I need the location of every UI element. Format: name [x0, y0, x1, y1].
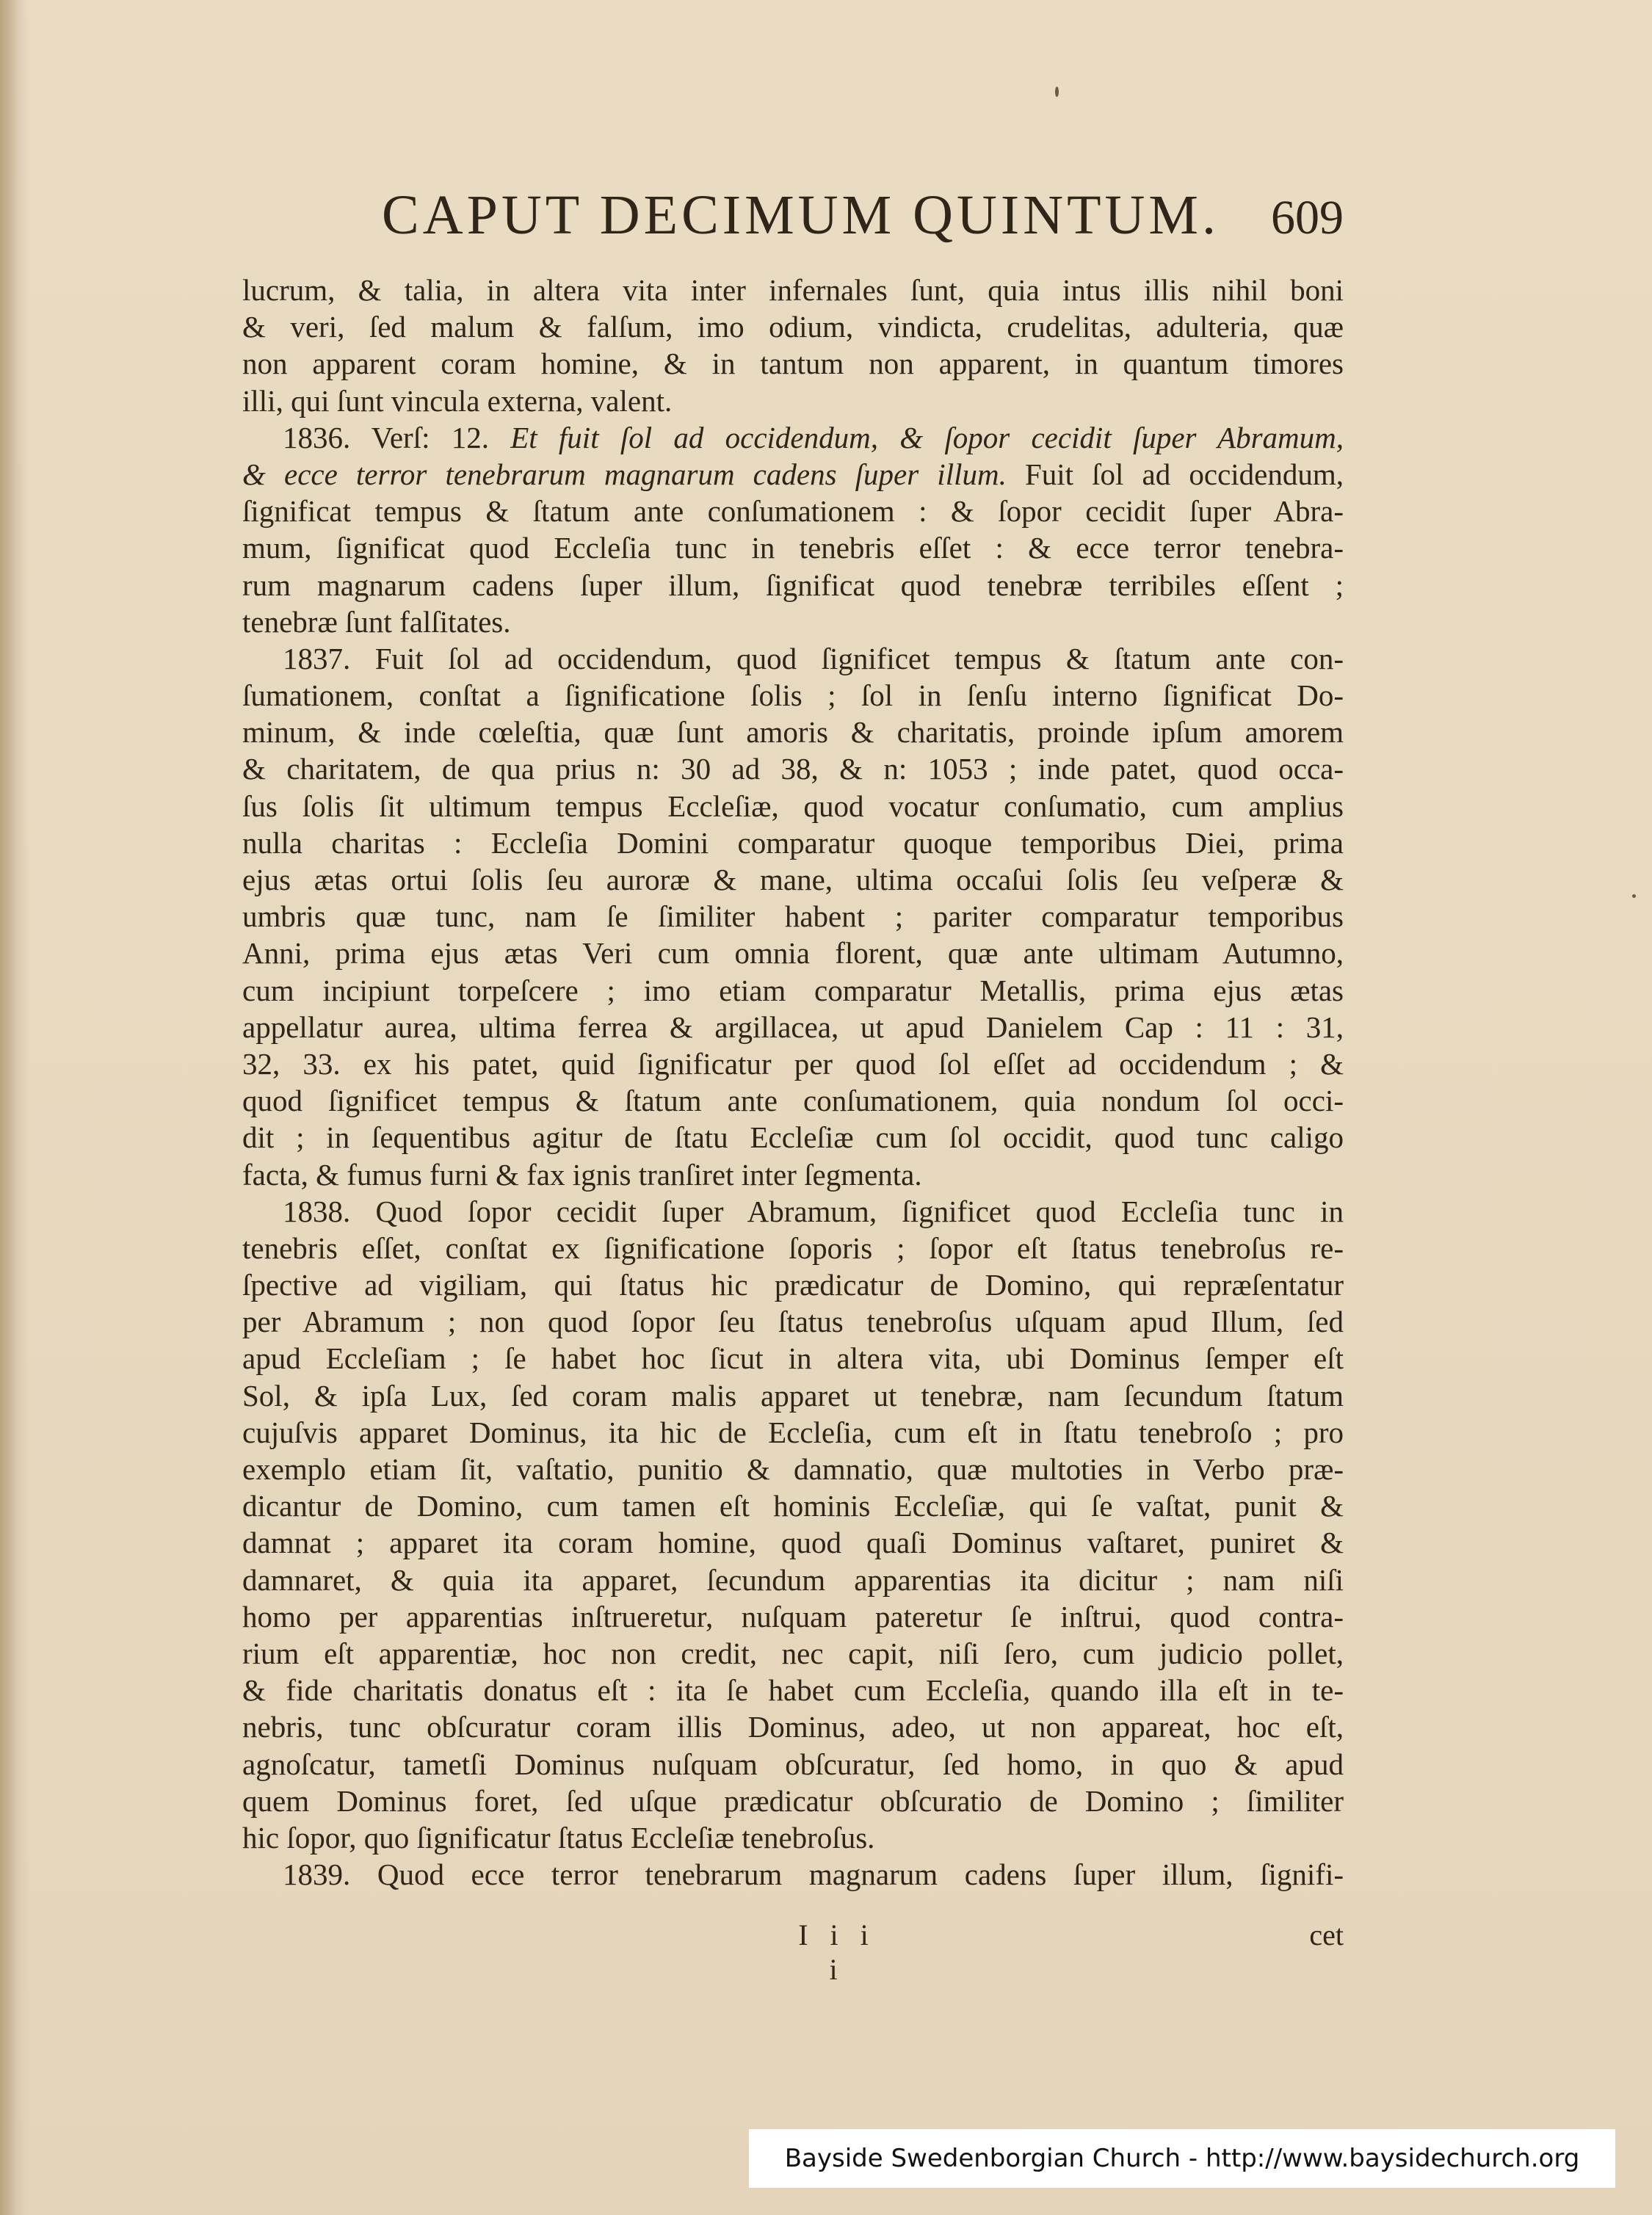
- text-line-roman: dit ; in ſequentibus agitur de ſtatu Eccleſiæ cum ſol occidit, quod tunc caligo: [242, 1120, 1344, 1155]
- text-line-roman: cum incipiunt torpeſcere ; imo etiam comparatur Metallis, prima ejus ætas: [242, 973, 1344, 1007]
- text-line-roman: Anni, prima ejus ætas Veri cum omnia florent, quæ ante ultimam Autumno,: [242, 936, 1344, 971]
- text-line-roman: ſignificat tempus & ſtatum ante conſumationem : & ſopor cecidit ſuper Abra-: [242, 494, 1344, 529]
- paper-speck: [1055, 87, 1059, 97]
- running-title: CAPUT DECIMUM QUINTUM.: [382, 184, 1220, 246]
- text-line: [242, 1819, 1344, 1856]
- text-line: [242, 1156, 1344, 1193]
- text-line: [242, 861, 1344, 898]
- text-line-roman: Sol, & ipſa Lux, ſed coram malis apparet ut tenebræ, nam ſecundum ſtatum: [242, 1378, 1344, 1413]
- text-line-roman: dicantur de Domino, cum tamen eſt hominis Eccleſiæ, qui ſe vaſtat, punit &: [242, 1489, 1344, 1523]
- page-gutter-shadow: [0, 0, 29, 2215]
- text-line-roman: minum, & inde cœleſtia, quæ ſunt amoris & charitatis, proinde ipſum amorem: [242, 715, 1344, 750]
- text-line: [242, 383, 1344, 419]
- text-line: [242, 677, 1344, 714]
- text-line: [242, 1340, 1344, 1377]
- text-line: [242, 1746, 1344, 1783]
- text-line: [242, 529, 1344, 566]
- text-line-roman: & charitatem, de qua prius n: 30 ad 38, & n: 1053 ; inde patet, quod occa-: [242, 752, 1344, 786]
- text-line-roman: ſpective ad vigiliam, qui ſtatus hic prædicatur de Domino, qui repræſentatur: [242, 1268, 1344, 1302]
- text-line: [242, 714, 1344, 750]
- text-line-roman: ſus ſolis ſit ultimum tempus Eccleſiæ, quod vocatur conſumatio, cum amplius: [242, 789, 1344, 823]
- text-line-roman: nulla charitas : Eccleſia Domini comparatur quoque temporibus Diei, prima: [242, 825, 1344, 860]
- text-line: [242, 1598, 1344, 1635]
- text-line: [242, 972, 1344, 1009]
- text-line-roman: illi, qui ſunt vincula externa, valent.: [242, 383, 673, 418]
- text-line: [242, 603, 1344, 640]
- text-line: [242, 898, 1344, 935]
- text-line-roman: apud Eccleſiam ; ſe habet hoc ſicut in altera vita, ubi Dominus ſemper eſt: [242, 1341, 1344, 1376]
- text-line: [242, 308, 1344, 345]
- text-line: [242, 1414, 1344, 1451]
- text-line: [242, 1230, 1344, 1266]
- text-line-italic: Et fuit ſol ad occidendum, & ſopor cecidit ſuper Abramum,: [488, 420, 1344, 454]
- text-line: [242, 1487, 1344, 1524]
- watermark: Bayside Swedenborgian Church - http://www.baysidechurch.org: [749, 2129, 1615, 2188]
- text-line: [242, 1635, 1344, 1672]
- text-line: [242, 1672, 1344, 1708]
- text-line-roman: rum magnarum cadens ſuper illum, ſignificat quod tenebræ terribiles eſſent ;: [242, 568, 1344, 602]
- text-line-roman: per Abramum ; non quod ſopor ſeu ſtatus tenebroſus uſquam apud Illum, ſed: [242, 1305, 1344, 1339]
- text-line: [242, 750, 1344, 787]
- text-line-roman: tenebris eſſet, conſtat ex ſignificatione ſoporis ; ſopor eſt ſtatus tenebroſus re-: [242, 1230, 1344, 1265]
- text-line-roman: 1836. Verſ: 12.: [283, 420, 489, 454]
- text-line-roman: facta, & fumus furni & fax ignis tranſiret inter ſegmenta.: [242, 1157, 922, 1192]
- text-line-italic: & ecce terror tenebrarum magnarum cadens ſuper illum.: [242, 457, 1007, 491]
- text-line-roman: appellatur aurea, ultima ferrea & argillacea, ut apud Danielem Cap : 11 : 31,: [242, 1009, 1344, 1044]
- text-line: [242, 456, 1344, 493]
- text-line-roman: 1837. Fuit ſol ad occidendum, quod ſignificet tempus & ſtatum ante con-: [283, 641, 1344, 675]
- text-line-roman: tenebræ ſunt falſitates.: [242, 604, 511, 639]
- text-line-roman: cujuſvis apparet Dominus, ita hic de Eccleſia, cum eſt in ſtatu tenebroſo ; pro: [242, 1415, 1344, 1449]
- text-line-roman: & fide charitatis donatus eſt : ita ſe habet cum Eccleſia, quando illa eſt in te-: [242, 1673, 1344, 1708]
- text-line: [242, 1009, 1344, 1045]
- text-line: [242, 935, 1344, 971]
- text-line-roman: quem Dominus foret, ſed uſque prædicatur obſcuratio de Domino ; ſimiliter: [242, 1783, 1344, 1818]
- text-line: [242, 824, 1344, 861]
- paper-speck: [1632, 894, 1636, 898]
- text-line: [242, 1562, 1344, 1598]
- text-line: [242, 1303, 1344, 1340]
- text-line: [242, 567, 1344, 603]
- text-line-roman: ejus ætas ortui ſolis ſeu auroræ & mane, ultima occaſui ſolis ſeu veſperæ &: [242, 863, 1344, 896]
- text-line: [242, 272, 1344, 308]
- text-line-roman: lucrum, & talia, in altera vita inter infernales ſunt, quia intus illis nihil boni: [242, 273, 1344, 307]
- text-line: [242, 1856, 1344, 1893]
- text-line-roman: damnat ; apparet ita coram homine, quod quaſi Dominus vaſtaret, puniret &: [242, 1526, 1344, 1560]
- text-line: [242, 493, 1344, 529]
- page-header: [242, 184, 1344, 257]
- text-line: [242, 788, 1344, 824]
- text-line-roman: nebris, tunc obſcuratur coram illis Dominus, adeo, ut non appareat, hoc eſt,: [242, 1710, 1344, 1744]
- text-line: [242, 1451, 1344, 1487]
- text-line-roman: Fuit ſol ad occidendum,: [1006, 457, 1344, 491]
- text-line-roman: quod ſignificet tempus & ſtatum ante conſumationem, quia nondum ſol occi-: [242, 1084, 1344, 1118]
- text-line: [242, 1119, 1344, 1156]
- text-line: [242, 1783, 1344, 1819]
- text-line-roman: rium eſt apparentiæ, hoc non credit, nec capit, niſi ſero, cum judicio pollet,: [242, 1636, 1344, 1670]
- text-line: [242, 640, 1344, 677]
- text-line-roman: & veri, ſed malum & falſum, imo odium, vindicta, crudelitas, adulteria, quæ: [242, 310, 1344, 344]
- text-line-roman: ſumationem, conſtat a ſignificatione ſolis ; ſol in ſenſu interno ſignificat Do-: [242, 678, 1344, 713]
- signature-mark: I i i i: [798, 1918, 876, 1986]
- text-line: [242, 1377, 1344, 1414]
- text-line: [242, 1524, 1344, 1561]
- text-line: [242, 345, 1344, 382]
- text-line-roman: non apparent coram homine, & in tantum non apparent, in quantum timores: [242, 347, 1344, 381]
- text-line-roman: agnoſcatur, tametſi Dominus nuſquam obſcuratur, ſed homo, in quo & apud: [242, 1747, 1344, 1781]
- text-line: [242, 1193, 1344, 1230]
- text-line: [242, 1045, 1344, 1082]
- text-line-roman: hic ſopor, quo ſignificatur ſtatus Eccleſiæ tenebroſus.: [242, 1820, 875, 1855]
- text-line-roman: 1838. Quod ſopor cecidit ſuper Abramum, ſignificet quod Eccleſia tunc in: [283, 1194, 1344, 1228]
- text-line-roman: 1839. Quod ecce terror tenebrarum magnarum cadens ſuper illum, ſignifi-: [283, 1857, 1344, 1892]
- text-line-roman: homo per apparentias inſtrueretur, nuſquam pateretur ſe inſtrui, quod contra-: [242, 1599, 1344, 1634]
- text-line-roman: damnaret, & quia ita apparet, ſecundum apparentias ita dicitur ; nam niſi: [242, 1562, 1344, 1597]
- text-line-roman: mum, ſignificat quod Eccleſia tunc in tenebris eſſet : & ecce terror tenebra-: [242, 531, 1344, 565]
- catchword: cet: [1309, 1918, 1344, 1951]
- page-number: 609: [1271, 191, 1344, 244]
- text-line: [242, 1266, 1344, 1303]
- text-line: [242, 1082, 1344, 1119]
- text-line: [242, 1708, 1344, 1745]
- text-line-roman: umbris quæ tunc, nam ſe ſimiliter habent ; pariter comparatur temporibus: [242, 899, 1344, 934]
- text-line-roman: 32, 33. ex his patet, quid ſignificatur per quod ſol eſſet ad occidendum ; &: [242, 1046, 1344, 1081]
- text-line-roman: exemplo etiam ſit, vaſtatio, punitio & damnatio, quæ multoties in Verbo præ-: [242, 1452, 1344, 1486]
- text-line: [242, 419, 1344, 456]
- body-text: [242, 272, 1344, 1893]
